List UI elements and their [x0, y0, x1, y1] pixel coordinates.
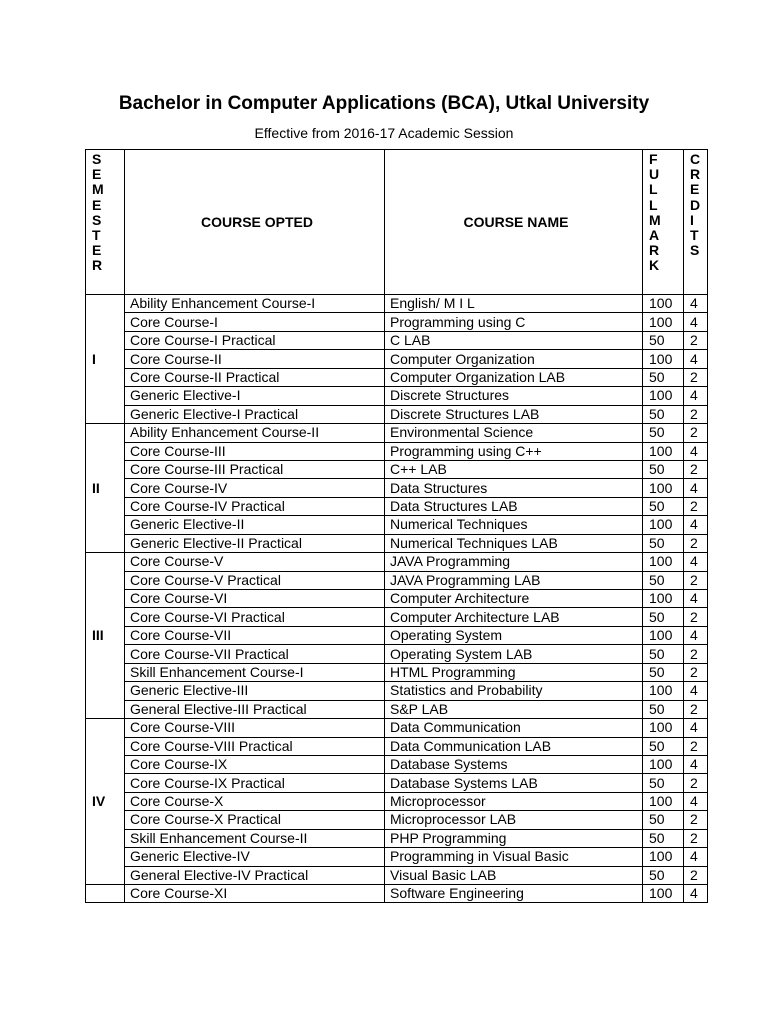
course-opted-cell: Core Course-IX Practical [125, 774, 385, 792]
course-name-cell: English/ M I L [385, 295, 643, 313]
course-opted-cell: Generic Elective-III [125, 682, 385, 700]
course-name-cell: Programming using C++ [385, 442, 643, 460]
full-mark-cell: 50 [643, 700, 684, 718]
credits-header [684, 150, 708, 295]
full-mark-cell: 50 [643, 608, 684, 626]
full-mark-cell: 100 [643, 885, 684, 903]
course-name-header: COURSE NAME [385, 150, 643, 295]
header-letter: U [649, 166, 660, 183]
credits-cell: 2 [684, 331, 708, 349]
full-mark-cell: 100 [643, 590, 684, 608]
course-name-cell: Numerical Techniques [385, 516, 643, 534]
course-opted-cell: Core Course-VIII [125, 719, 385, 737]
course-name-cell: Microprocessor LAB [385, 811, 643, 829]
table-row [86, 460, 708, 478]
course-name-cell: Data Communication [385, 719, 643, 737]
credits-cell: 4 [684, 792, 708, 810]
table-row [86, 608, 708, 626]
credits-cell: 4 [684, 313, 708, 331]
header-letter: M [92, 181, 104, 198]
course-opted-cell: Ability Enhancement Course-II [125, 424, 385, 442]
course-opted-cell: Core Course-VIII Practical [125, 737, 385, 755]
full-mark-cell: 50 [643, 774, 684, 792]
credits-cell: 4 [684, 350, 708, 368]
table-row [86, 350, 708, 368]
table-header-row [86, 150, 708, 295]
header-letter: E [92, 166, 102, 183]
full-mark-cell: 50 [643, 460, 684, 478]
full-mark-cell: 100 [643, 792, 684, 810]
course-name-cell: Programming using C [385, 313, 643, 331]
full-mark-cell: 50 [643, 424, 684, 442]
table-row [86, 811, 708, 829]
credits-cell: 2 [684, 368, 708, 386]
course-opted-header: COURSE OPTED [125, 150, 385, 295]
course-opted-cell: Core Course-I Practical [125, 331, 385, 349]
semester-cell: IV [86, 719, 125, 885]
semester-cell: II [86, 424, 125, 553]
table-row [86, 479, 708, 497]
table-row [86, 829, 708, 847]
course-name-cell: Data Communication LAB [385, 737, 643, 755]
table-row [86, 405, 708, 423]
header-letter: E [690, 181, 700, 198]
course-name-cell: Database Systems [385, 755, 643, 773]
course-opted-cell: Generic Elective-I Practical [125, 405, 385, 423]
table-row [86, 368, 708, 386]
course-name-cell: Computer Organization [385, 350, 643, 368]
credits-cell: 2 [684, 608, 708, 626]
full-mark-cell: 100 [643, 848, 684, 866]
table-row [86, 737, 708, 755]
credits-cell: 4 [684, 479, 708, 497]
course-name-cell: Operating System [385, 626, 643, 644]
course-name-cell: Database Systems LAB [385, 774, 643, 792]
table-body [86, 295, 708, 903]
course-opted-cell: Generic Elective-II Practical [125, 534, 385, 552]
header-letter: K [649, 257, 660, 274]
header-letter: R [92, 257, 103, 274]
full-mark-header [643, 150, 684, 295]
course-name-cell: Numerical Techniques LAB [385, 534, 643, 552]
course-opted-cell: Core Course-XI [125, 885, 385, 903]
course-name-cell: Computer Architecture LAB [385, 608, 643, 626]
full-mark-cell: 50 [643, 663, 684, 681]
full-mark-cell: 100 [643, 313, 684, 331]
credits-cell: 2 [684, 829, 708, 847]
full-mark-cell: 50 [643, 497, 684, 515]
full-mark-cell: 100 [643, 387, 684, 405]
full-mark-cell: 100 [643, 719, 684, 737]
semester-cell: III [86, 553, 125, 719]
course-opted-cell: Core Course-III [125, 442, 385, 460]
header-letter: T [690, 227, 699, 244]
credits-cell: 4 [684, 516, 708, 534]
course-opted-cell: Core Course-IX [125, 755, 385, 773]
table-row [86, 848, 708, 866]
header-letter: S [92, 211, 102, 228]
credits-cell: 2 [684, 497, 708, 515]
full-mark-cell: 100 [643, 442, 684, 460]
course-name-cell: Visual Basic LAB [385, 866, 643, 884]
semester-cell: I [86, 295, 125, 424]
course-opted-cell: Core Course-X Practical [125, 811, 385, 829]
table-row [86, 553, 708, 571]
credits-cell: 4 [684, 885, 708, 903]
header-letter: A [649, 227, 660, 244]
credits-cell: 4 [684, 387, 708, 405]
course-name-cell: HTML Programming [385, 663, 643, 681]
semester-cell [86, 885, 125, 903]
header-letter: S [690, 242, 700, 259]
table-row [86, 663, 708, 681]
credits-cell: 2 [684, 866, 708, 884]
course-name-cell: Software Engineering [385, 885, 643, 903]
header-letter: M [649, 211, 661, 228]
course-name-cell: Programming in Visual Basic [385, 848, 643, 866]
table-row [86, 626, 708, 644]
course-opted-cell: Generic Elective-II [125, 516, 385, 534]
full-mark-cell: 50 [643, 534, 684, 552]
full-mark-cell: 50 [643, 368, 684, 386]
course-name-cell: Data Structures LAB [385, 497, 643, 515]
course-name-cell: Computer Organization LAB [385, 368, 643, 386]
credits-cell: 4 [684, 442, 708, 460]
header-letter: S [92, 151, 102, 167]
credits-cell: 4 [684, 295, 708, 313]
course-opted-cell: Core Course-IV [125, 479, 385, 497]
course-name-cell: JAVA Programming LAB [385, 571, 643, 589]
course-opted-cell: Core Course-VII Practical [125, 645, 385, 663]
course-opted-cell: Core Course-III Practical [125, 460, 385, 478]
header-letter: I [690, 211, 694, 228]
full-mark-cell: 50 [643, 571, 684, 589]
course-name-cell: C LAB [385, 331, 643, 349]
table-row [86, 497, 708, 515]
credits-cell: 2 [684, 737, 708, 755]
credits-cell: 2 [684, 811, 708, 829]
course-opted-cell: General Elective-III Practical [125, 700, 385, 718]
table-row [86, 313, 708, 331]
table-row [86, 442, 708, 460]
table-row [86, 682, 708, 700]
credits-cell: 4 [684, 553, 708, 571]
document-subtitle: Effective from 2016-17 Academic Session [254, 125, 514, 141]
header-letter: E [92, 196, 102, 213]
semester-header [86, 150, 125, 295]
credits-cell: 4 [684, 682, 708, 700]
header-letter: E [92, 242, 102, 259]
course-opted-cell: Core Course-V Practical [125, 571, 385, 589]
full-mark-cell: 100 [643, 295, 684, 313]
table-row [86, 534, 708, 552]
credits-cell: 2 [684, 700, 708, 718]
course-table [85, 149, 708, 903]
table-row [86, 885, 708, 903]
credits-cell: 4 [684, 755, 708, 773]
table-row [86, 866, 708, 884]
full-mark-cell: 100 [643, 516, 684, 534]
course-name-cell: PHP Programming [385, 829, 643, 847]
course-name-cell: Statistics and Probability [385, 682, 643, 700]
course-name-cell: Microprocessor [385, 792, 643, 810]
credits-cell: 2 [684, 405, 708, 423]
table-row [86, 700, 708, 718]
course-name-cell: Discrete Structures LAB [385, 405, 643, 423]
course-name-cell: S&P LAB [385, 700, 643, 718]
credits-cell: 4 [684, 848, 708, 866]
table-row [86, 774, 708, 792]
table-row [86, 331, 708, 349]
course-opted-cell: Generic Elective-IV [125, 848, 385, 866]
course-opted-cell: Ability Enhancement Course-I [125, 295, 385, 313]
course-opted-cell: Skill Enhancement Course-II [125, 829, 385, 847]
course-opted-cell: Core Course-II [125, 350, 385, 368]
course-opted-cell: Core Course-I [125, 313, 385, 331]
full-mark-cell: 100 [643, 553, 684, 571]
table-row [86, 755, 708, 773]
full-mark-cell: 50 [643, 405, 684, 423]
course-name-cell: Operating System LAB [385, 645, 643, 663]
course-name-cell: Environmental Science [385, 424, 643, 442]
course-opted-cell: Generic Elective-I [125, 387, 385, 405]
course-name-cell: Data Structures [385, 479, 643, 497]
header-letter: L [649, 181, 658, 198]
credits-cell: 2 [684, 460, 708, 478]
full-mark-cell: 100 [643, 350, 684, 368]
course-opted-cell: Core Course-VI Practical [125, 608, 385, 626]
full-mark-cell: 50 [643, 645, 684, 663]
full-mark-cell: 100 [643, 479, 684, 497]
course-opted-cell: Core Course-VII [125, 626, 385, 644]
credits-cell: 2 [684, 774, 708, 792]
credits-cell: 2 [684, 424, 708, 442]
full-mark-cell: 50 [643, 737, 684, 755]
full-mark-cell: 50 [643, 866, 684, 884]
header-letter: F [649, 151, 658, 167]
full-mark-cell: 50 [643, 331, 684, 349]
credits-cell: 2 [684, 571, 708, 589]
course-name-cell: Discrete Structures [385, 387, 643, 405]
course-opted-cell: Core Course-V [125, 553, 385, 571]
full-mark-cell: 100 [643, 682, 684, 700]
table-row [86, 571, 708, 589]
header-letter: C [690, 151, 701, 167]
header-letter: L [649, 196, 658, 213]
document-title: Bachelor in Computer Applications (BCA), Utkal University [118, 93, 650, 114]
course-name-cell: C++ LAB [385, 460, 643, 478]
credits-cell: 4 [684, 626, 708, 644]
course-opted-cell: Core Course-II Practical [125, 368, 385, 386]
header-letter: R [649, 242, 660, 259]
credits-cell: 2 [684, 663, 708, 681]
course-name-cell: Computer Architecture [385, 590, 643, 608]
table-row [86, 387, 708, 405]
full-mark-cell: 50 [643, 829, 684, 847]
table-row [86, 295, 708, 313]
credits-cell: 4 [684, 719, 708, 737]
full-mark-cell: 100 [643, 755, 684, 773]
full-mark-cell: 100 [643, 626, 684, 644]
header-letter: T [92, 227, 101, 244]
table-row [86, 792, 708, 810]
table-row [86, 424, 708, 442]
header-letter: D [690, 196, 701, 213]
course-opted-cell: Core Course-IV Practical [125, 497, 385, 515]
full-mark-cell: 50 [643, 811, 684, 829]
course-opted-cell: General Elective-IV Practical [125, 866, 385, 884]
table-row [86, 645, 708, 663]
course-opted-cell: Core Course-VI [125, 590, 385, 608]
course-opted-cell: Skill Enhancement Course-I [125, 663, 385, 681]
credits-cell: 2 [684, 534, 708, 552]
table-row [86, 719, 708, 737]
table-row [86, 590, 708, 608]
course-opted-cell: Core Course-X [125, 792, 385, 810]
header-letter: R [690, 166, 701, 183]
course-name-cell: JAVA Programming [385, 553, 643, 571]
table-row [86, 516, 708, 534]
credits-cell: 4 [684, 590, 708, 608]
credits-cell: 2 [684, 645, 708, 663]
